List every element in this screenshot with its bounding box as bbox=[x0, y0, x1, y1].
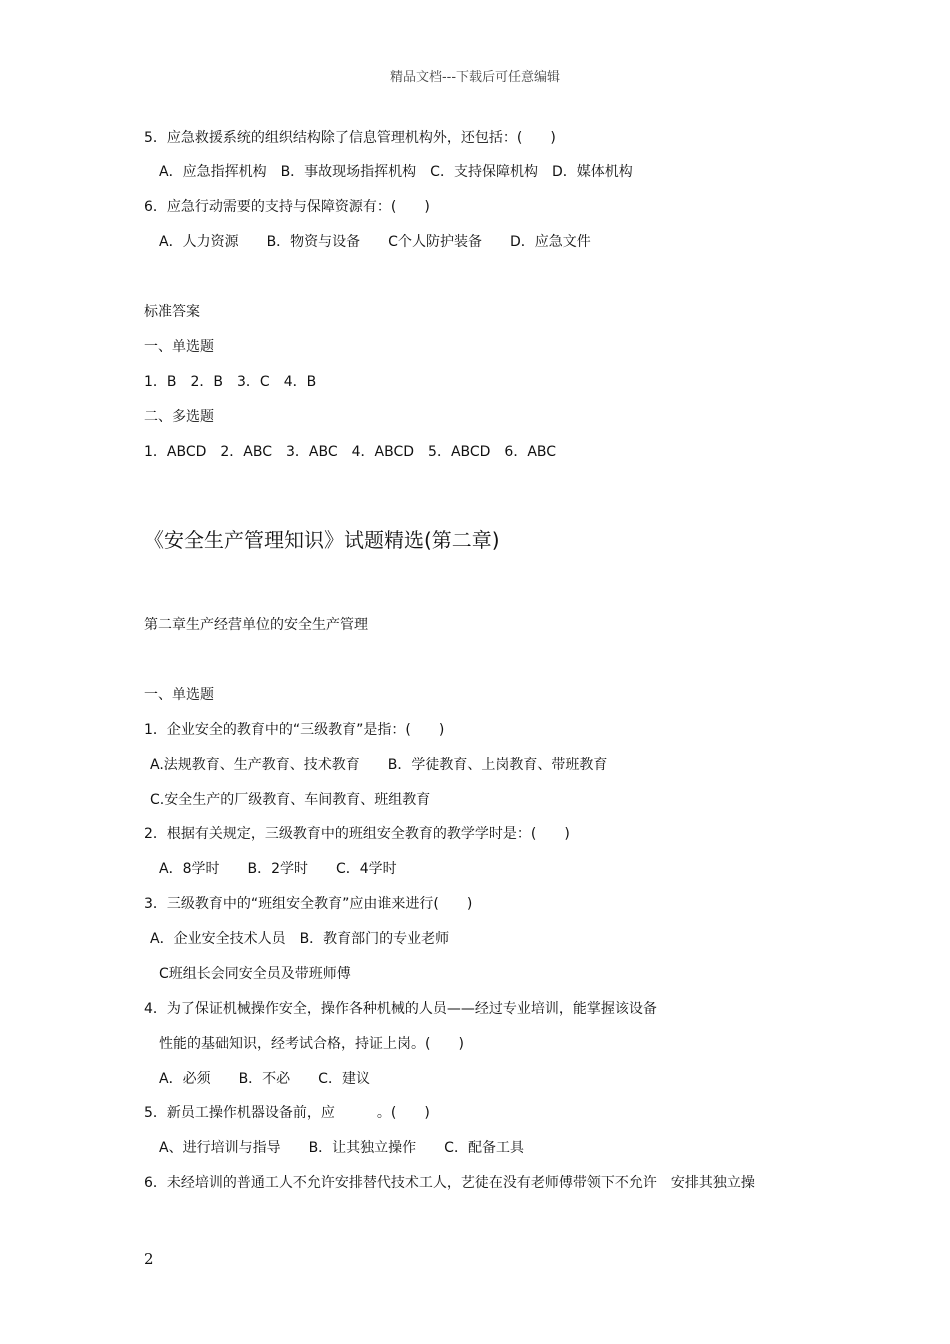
option-line: A．8学时 B．2学时 C．4学时 bbox=[159, 861, 397, 877]
answer-heading: 标准答案 bbox=[144, 304, 200, 320]
answer-line: 1．ABCD 2．ABC 3．ABC 4．ABCD 5．ABCD 6．ABC bbox=[144, 444, 557, 460]
question-line: 3．三级教育中的“班组安全教育”应由谁来进行( ) bbox=[144, 896, 473, 912]
chapter-heading: 第二章生产经营单位的安全生产管理 bbox=[144, 617, 368, 633]
option-line: A．应急指挥机构 B．事故现场指挥机构 C．支持保障机构 D．媒体机构 bbox=[159, 164, 633, 180]
question-line: 6．应急行动需要的支持与保障资源有：( ) bbox=[144, 199, 430, 215]
question-line: 6．未经培训的普通工人不允许安排替代技术工人，艺徒在没有老师傅带领下不允许 安排其独立操 bbox=[144, 1175, 755, 1191]
option-line: A、进行培训与指导 B．让其独立操作 C．配备工具 bbox=[159, 1140, 524, 1156]
option-line: A.法规教育、生产教育、技术教育 B．学徒教育、上岗教育、带班教育 bbox=[150, 757, 608, 773]
page-header: 精品文档---下载后可任意编辑 bbox=[389, 70, 561, 85]
answer-line: 1．B 2．B 3．C 4．B bbox=[144, 374, 317, 390]
section-heading: 一、单选题 bbox=[144, 687, 214, 703]
question-line: 4．为了保证机械操作安全，操作各种机械的人员——经过专业培训，能掌握该设备 bbox=[144, 1001, 657, 1017]
question-line: 2．根据有关规定，三级教育中的班组安全教育的教学学时是：( ) bbox=[144, 826, 570, 842]
option-line: A．企业安全技术人员 B．教育部门的专业老师 bbox=[150, 931, 450, 947]
document-title: 《安全生产管理知识》试题精选(第二章) bbox=[144, 528, 500, 552]
section-heading: 一、单选题 bbox=[144, 339, 214, 355]
option-line: C班组长会同安全员及带班师傅 bbox=[159, 966, 351, 982]
option-line: A．人力资源 B．物资与设备 C个人防护装备 D．应急文件 bbox=[159, 234, 591, 250]
option-line: A．必须 B．不必 C．建议 bbox=[159, 1071, 370, 1087]
option-line: C.安全生产的厂级教育、车间教育、班组教育 bbox=[150, 792, 431, 808]
question-line: 5．新员工操作机器设备前，应 。( ) bbox=[144, 1105, 430, 1121]
page-number: 2 bbox=[144, 1250, 154, 1268]
question-line: 5．应急救援系统的组织结构除了信息管理机构外，还包括：( ) bbox=[144, 130, 556, 146]
question-line: 1．企业安全的教育中的“三级教育”是指：( ) bbox=[144, 722, 445, 738]
section-heading: 二、多选题 bbox=[144, 409, 214, 425]
question-continuation: 性能的基础知识，经考试合格，持证上岗。( ) bbox=[159, 1036, 464, 1052]
